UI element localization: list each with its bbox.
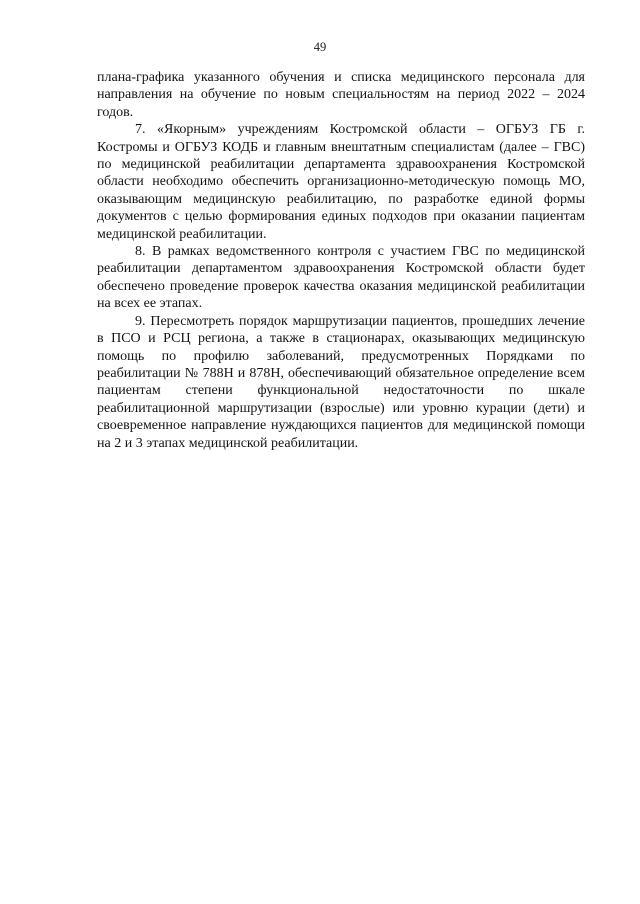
paragraph-item-9: 9. Пересмотреть порядок маршрутизации пациентов, прошедших лечение в ПСО и РСЦ региона, а также в стационарах, оказывающих медицинскую помощь по профилю заболеваний, предусмотренных Порядками по реабилитации № 788Н и 878Н, обеспечивающий обязательное определение всем пациентам степени функциональной недостаточности по шкале реабилитационной маршрутизации (взрослые) или уровню курации (дети) и своевременное направление нуждающихся пациентов для медицинской помощи на 2 и 3 этапах медицинской реабилитации. [97,313,585,451]
document-body [97,69,585,452]
paragraph-continuation: плана-графика указанного обучения и списка медицинского персонала для направления на обучение по новым специальностям на период 2022 – 2024 годов. [97,70,585,120]
paragraph-item-8: 8. В рамках ведомственного контроля с участием ГВС по медицинской реабилитации департаментом здравоохранения Костромской области будет обеспечено проведение проверок качества оказания медицинской реабилитации на всех ее этапах. [97,244,585,312]
page-number: 49 [313,40,327,54]
paragraph-item-7: 7. «Якорным» учреждениям Костромской области – ОГБУЗ ГБ г. Костромы и ОГБУЗ КОДБ и главным внештатным специалистам (далее – ГВС) по медицинской реабилитации департамента здравоохранения Костромской области необходимо обеспечить организационно-методическую помощь МО, оказывающим медицинскую реабилитацию, по разработке единой формы документов с целью формирования единых подходов при оказании пациентам медицинской реабилитации. [97,122,585,242]
